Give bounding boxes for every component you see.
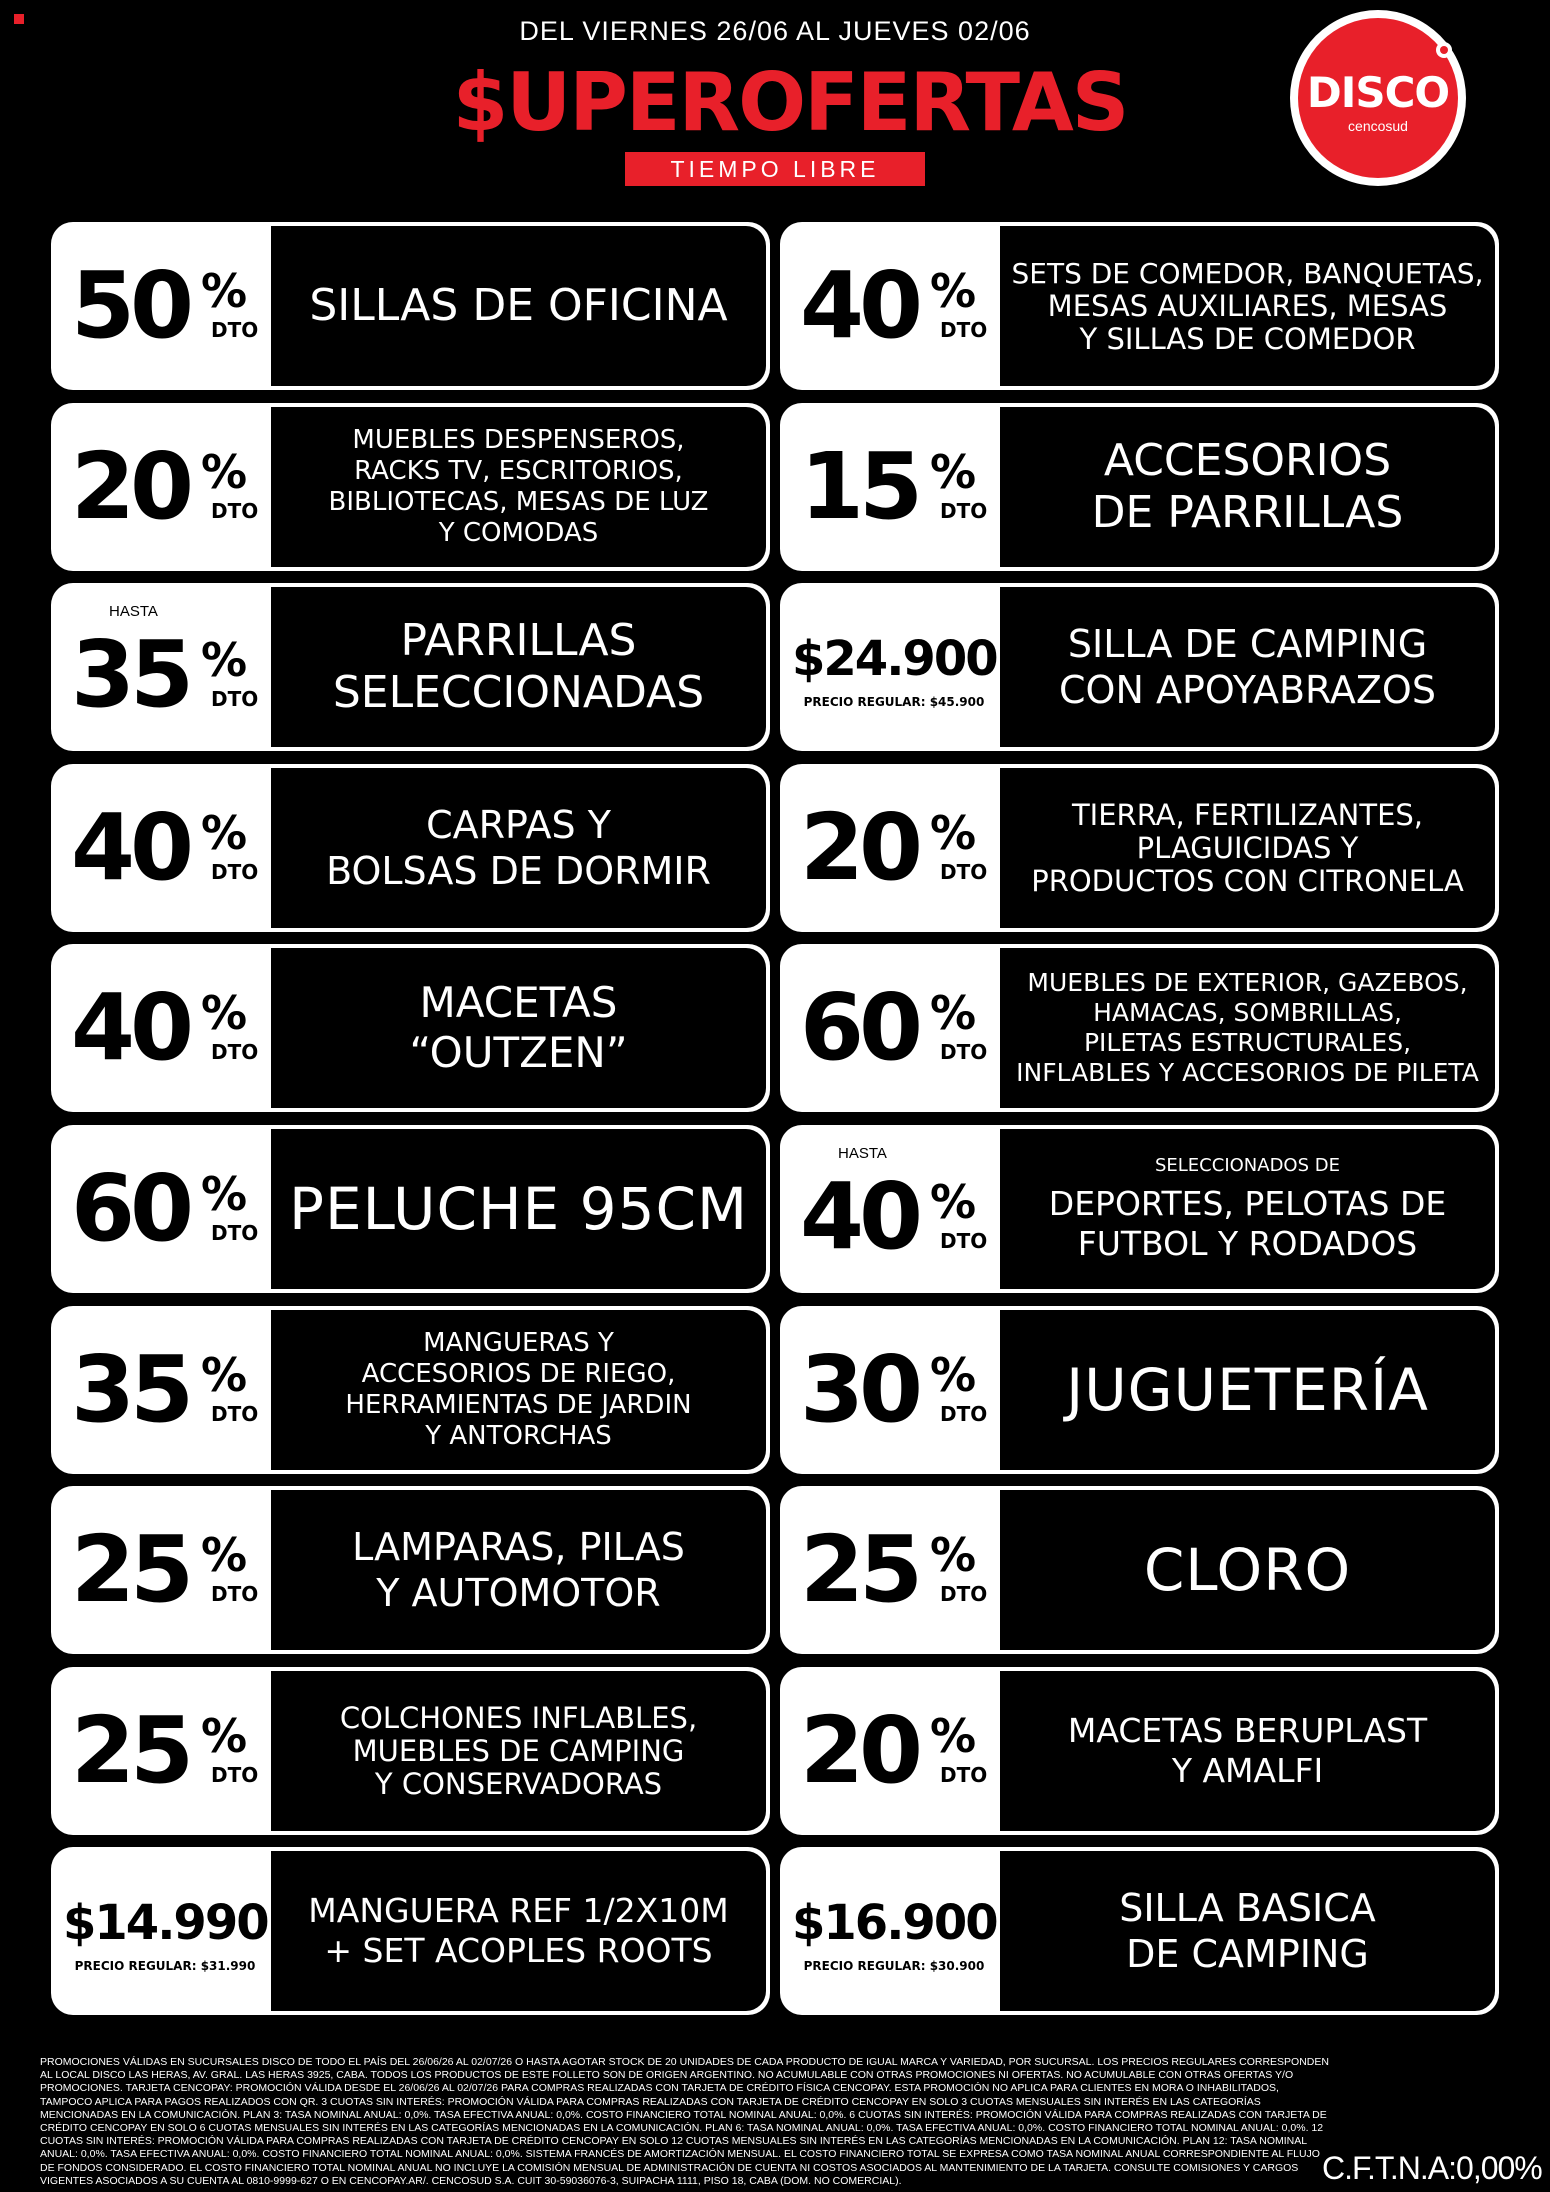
discount-value: 30 <box>800 1336 919 1443</box>
discount-badge <box>780 1486 1000 1654</box>
legal-text: PROMOCIONES VÁLIDAS EN SUCURSALES DISCO DE TODO EL PAÍS DEL 26/06/26 AL 02/07/26 O HASTA AGOTAR STOCK DE 20 UNIDADES DE CADA PRODUCTO DE IGUAL MARCA Y VARIEDAD, POR SUCURSAL. LOS PRECIOS REGULARES CORRESPONDEN AL LOCAL DISCO LAS HERAS, AV. GRAL. LAS HERAS 3925, CABA. TODOS LOS PRODUCTOS DE ESTE FOLLETO SON DE ORIGEN ARGENTINO. NO ACUMULABLE CON OTRAS PROMOCIONES NI OFERTAS. NO ACUMULABLE CON OTRAS OFERTAS Y/O PROMOCIONES. TARJETA CENCOPAY: PROMOCIÓN VÁLIDA DESDE EL 26/06/26 AL 02/07/26 PARA COMPRAS REALIZADAS CON TARJETA DE CRÉDITO FÍSICA CENCOPAY. ESTA PROMOCIÓN NO APLICA PARA CLIENTES EN MORA O INHABILITADOS, TAMPOCO APLICA PARA PAGOS REALIZADOS CON QR. 3 CUOTAS SIN INTERÉS: PROMOCIÓN VÁLIDA PARA COMPRAS REALIZADAS CON TARJETA DE CRÉDITO CENCOPAY EN SOLO 3 CUOTAS MENSUALES SIN INTERÉS EN LAS CATEGORÍAS MENCIONADAS EN LA COMUNICACIÓN. PLAN 3: TASA NOMINAL ANUAL: 0,0%. TASA EFECTIVA ANUAL: 0,0%. COSTO FINANCIERO TOTAL NOMINAL ANUAL: 0,0%. 6 CUOTAS SIN INTERÉS: PROMOCIÓN VÁLIDA PARA COMPRAS REALIZADAS CON TARJETA DE CRÉDITO CENCOPAY EN SOLO 6 CUOTAS MENSUALES SIN INTERÉS EN LAS CATEGORÍAS MENCIONADAS EN LA COMUNICACIÓN. PLAN 6: TASA NOMINAL ANUAL: 0,0%. TASA EFECTIVA ANUAL: 0,0%. COSTO FINANCIERO TOTAL NOMINAL ANUAL: 0,0%. 12 CUOTAS SIN INTERÉS: PROMOCIÓN VÁLIDA PARA COMPRAS REALIZADAS CON TARJETA DE CRÉDITO CENCOPAY EN SOLO 12 CUOTAS MENSUALES SIN INTERÉS EN LAS CATEGORÍAS MENCIONADAS EN LA COMUNICACIÓN. PLAN 12: TASA NOMINAL ANUAL: 0,0%. TASA EFECTIVA ANUAL: 0,0%. COSTO FINANCIERO TOTAL NOMINAL ANUAL: 0,0%. SISTEMA FRANCÉS DE AMORTIZACIÓN MENSUAL. EL COSTO FINANCIERO TOTAL SE EXPRESA COMO TASA NOMINAL ANUAL CORRESPONDIENTE AL FLUJO DE FONDOS CONSIDERADO. EL COSTO FINANCIERO TOTAL NOMINAL ANUAL NO INCLUYE LA COMISIÓN MENSUAL DE ADMINISTRACIÓN DE CUENTA NI COSTOS ASOCIADOS AL MANTENIMIENTO DE LA TARJETA. CONSULTE COMISIONES Y CARGOS VIGENTES ASOCIADOS A SU CUENTA AL 0810-9999-627 O EN CENCOPAY.AR/. CENCOSUD S.A. CUIT 30-59036076-3, SUIPACHA 1111, PISO 18, CABA (DOM. NO COMERCIAL). <box>40 2056 1329 2187</box>
description-line: MACETAS <box>419 978 618 1027</box>
description-line: DE CAMPING <box>1126 1932 1369 1976</box>
offer-price: $24.900 <box>792 631 997 687</box>
dto-label: DTO <box>211 1221 259 1245</box>
offer-description <box>1000 1671 1495 1831</box>
discount-badge <box>51 764 271 932</box>
offer-description-panel <box>1000 768 1495 928</box>
discount-value: 40 <box>71 974 190 1081</box>
offer-description-panel <box>1000 1310 1495 1470</box>
offer-description-panel <box>271 1490 766 1650</box>
discount-badge <box>51 1125 271 1293</box>
description-line: BIBLIOTECAS, MESAS DE LUZ <box>328 487 709 517</box>
discount-badge <box>780 1125 1000 1293</box>
discount-badge <box>51 1667 271 1835</box>
description-line: DEPORTES, PELOTAS DE <box>1048 1183 1447 1223</box>
offer-description-panel <box>1000 587 1495 747</box>
discount-value: 25 <box>71 1697 190 1804</box>
date-range: DEL VIERNES 26/06 AL JUEVES 02/06 <box>519 16 1031 46</box>
description-line: HAMACAS, SOMBRILLAS, <box>1093 998 1402 1027</box>
regular-price: PRECIO REGULAR: $45.900 <box>803 695 985 709</box>
discount-value: 40 <box>71 794 190 901</box>
description-line: LAMPARAS, PILAS <box>352 1525 685 1569</box>
dto-label: DTO <box>940 1229 988 1253</box>
percent-sign: % <box>201 806 248 860</box>
hasta-label: HASTA <box>109 603 158 620</box>
discount-value: 40 <box>800 252 919 359</box>
offer-description <box>271 768 766 928</box>
discount-badge <box>51 222 271 390</box>
offer-card <box>780 1486 1499 1654</box>
page-title: $UPEROFERTAS <box>452 56 1128 149</box>
description-line: MUEBLES DE EXTERIOR, GAZEBOS, <box>1027 968 1468 997</box>
percent-sign: % <box>930 986 977 1040</box>
offer-card <box>51 1667 770 1835</box>
offer-description <box>1000 226 1495 386</box>
dto-label: DTO <box>211 687 259 711</box>
regular-price: PRECIO REGULAR: $31.990 <box>74 1959 256 1973</box>
description-line: MUEBLES DESPENSEROS, <box>352 425 685 455</box>
dto-label: DTO <box>211 1582 259 1606</box>
description-line: MUEBLES DE CAMPING <box>352 1733 685 1768</box>
offer-description <box>271 407 766 567</box>
logo-dot-icon <box>1436 42 1452 58</box>
hasta-label: HASTA <box>838 1145 887 1162</box>
offer-description <box>1000 1310 1495 1470</box>
discount-value: 15 <box>800 433 919 540</box>
description-line: PARRILLAS <box>400 615 637 666</box>
description-line: Y ANTORCHAS <box>425 1421 612 1451</box>
offer-card <box>780 222 1499 390</box>
dto-label: DTO <box>211 1402 259 1426</box>
description-line: PELUCHE 95CM <box>288 1175 749 1243</box>
offer-card <box>780 583 1499 751</box>
offer-card <box>780 944 1499 1112</box>
price-badge <box>780 583 1000 751</box>
offer-description <box>1000 587 1495 747</box>
offer-description <box>271 948 766 1108</box>
percent-sign: % <box>930 1528 977 1582</box>
description-line: TIERRA, FERTILIZANTES, <box>1071 797 1424 832</box>
dto-label: DTO <box>940 1040 988 1064</box>
description-line: Y COMODAS <box>438 518 599 548</box>
percent-sign: % <box>930 445 977 499</box>
discount-badge <box>51 1486 271 1654</box>
description-line: CARPAS Y <box>426 803 611 847</box>
offer-description <box>271 1671 766 1831</box>
offer-card <box>51 403 770 571</box>
dto-label: DTO <box>940 318 988 342</box>
offer-card <box>51 1306 770 1474</box>
offer-description <box>271 1310 766 1470</box>
offer-description <box>1000 948 1495 1108</box>
offer-description <box>1000 768 1495 928</box>
dto-label: DTO <box>211 499 259 523</box>
offer-description-panel <box>271 1851 766 2011</box>
offer-description <box>1000 407 1495 567</box>
discount-value: 60 <box>800 974 919 1081</box>
offer-description <box>1000 1129 1495 1289</box>
description-prefix: SELECCIONADOS DE <box>1154 1154 1340 1176</box>
description-line: CLORO <box>1143 1536 1352 1604</box>
disco-logo <box>1290 10 1466 186</box>
offer-card <box>780 403 1499 571</box>
percent-sign: % <box>930 1175 977 1229</box>
offer-description-panel <box>1000 1671 1495 1831</box>
subtitle-banner: TIEMPO LIBRE <box>625 152 925 186</box>
description-line: Y AUTOMOTOR <box>376 1571 661 1615</box>
description-line: FUTBOL Y RODADOS <box>1077 1223 1418 1263</box>
offer-card <box>780 1125 1499 1293</box>
price-badge <box>780 1847 1000 2015</box>
description-line: Y CONSERVADORAS <box>374 1766 663 1801</box>
discount-badge <box>51 403 271 571</box>
percent-sign: % <box>201 1709 248 1763</box>
offer-description <box>271 1851 766 2011</box>
offer-description <box>271 587 766 747</box>
offer-description <box>271 1490 766 1650</box>
percent-sign: % <box>930 264 977 318</box>
offer-card <box>51 764 770 932</box>
description-line: SILLAS DE OFICINA <box>309 280 728 331</box>
offer-card <box>51 583 770 751</box>
discount-badge <box>780 1306 1000 1474</box>
dto-label: DTO <box>211 1040 259 1064</box>
percent-sign: % <box>201 1167 248 1221</box>
discount-badge <box>780 222 1000 390</box>
offer-description-panel <box>1000 948 1495 1108</box>
offer-description <box>271 1129 766 1289</box>
offer-description-panel <box>271 768 766 928</box>
discount-value: 35 <box>71 621 190 728</box>
percent-sign: % <box>930 1709 977 1763</box>
regular-price: PRECIO REGULAR: $30.900 <box>803 1959 985 1973</box>
offer-description <box>1000 1851 1495 2011</box>
offer-card <box>780 1306 1499 1474</box>
dto-label: DTO <box>211 860 259 884</box>
offer-card <box>780 1847 1499 2015</box>
percent-sign: % <box>201 1348 248 1402</box>
description-line: MANGUERAS Y <box>423 1328 614 1358</box>
offer-description-panel <box>1000 226 1495 386</box>
dto-label: DTO <box>940 499 988 523</box>
description-line: MACETAS BERUPLAST <box>1067 1711 1428 1750</box>
description-line: SILLA DE CAMPING <box>1067 622 1428 666</box>
discount-badge <box>51 583 271 751</box>
offer-description-panel <box>271 1310 766 1470</box>
description-line: BOLSAS DE DORMIR <box>326 849 711 893</box>
description-line: PLAGUICIDAS Y <box>1136 830 1359 865</box>
description-line: JUGUETERÍA <box>1066 1356 1429 1424</box>
discount-badge <box>51 944 271 1112</box>
description-line: + SET ACOPLES ROOTS <box>324 1931 713 1970</box>
description-line: Y SILLAS DE COMEDOR <box>1079 321 1416 356</box>
dto-label: DTO <box>211 1763 259 1787</box>
offer-description-panel <box>271 226 766 386</box>
dto-label: DTO <box>940 1763 988 1787</box>
description-line: DE PARRILLAS <box>1091 487 1404 538</box>
logo-name: DISCO <box>1306 68 1450 117</box>
offer-price: $14.990 <box>63 1895 268 1951</box>
description-line: HERRAMIENTAS DE JARDIN <box>345 1390 692 1420</box>
description-line: SELECCIONADAS <box>332 667 705 718</box>
description-line: PRODUCTOS CON CITRONELA <box>1031 863 1464 898</box>
dto-label: DTO <box>940 1582 988 1606</box>
description-line: MANGUERA REF 1/2X10M <box>308 1891 729 1930</box>
discount-value: 25 <box>800 1516 919 1623</box>
offer-description-panel <box>1000 1129 1495 1289</box>
discount-value: 20 <box>800 794 919 901</box>
description-line: “OUTZEN” <box>409 1028 628 1077</box>
offer-description <box>271 226 766 386</box>
percent-sign: % <box>201 264 248 318</box>
offer-card <box>51 1125 770 1293</box>
discount-badge <box>780 1667 1000 1835</box>
description-line: INFLABLES Y ACCESORIOS DE PILETA <box>1016 1058 1479 1087</box>
description-line: SILLA BASICA <box>1119 1886 1376 1930</box>
description-line: SETS DE COMEDOR, BANQUETAS, <box>1011 256 1484 290</box>
offer-description-panel <box>271 948 766 1108</box>
discount-value: 60 <box>71 1155 190 1262</box>
discount-value: 20 <box>800 1697 919 1804</box>
percent-sign: % <box>201 986 248 1040</box>
discount-value: 35 <box>71 1336 190 1443</box>
offer-description-panel <box>271 1671 766 1831</box>
dto-label: DTO <box>940 860 988 884</box>
offer-card <box>780 764 1499 932</box>
description-line: ACCESORIOS DE RIEGO, <box>361 1359 676 1389</box>
offer-card <box>51 1847 770 2015</box>
price-badge <box>51 1847 271 2015</box>
offer-description <box>1000 1490 1495 1650</box>
discount-value: 25 <box>71 1516 190 1623</box>
offer-description-panel <box>271 1129 766 1289</box>
offer-card <box>51 222 770 390</box>
percent-sign: % <box>201 1528 248 1582</box>
discount-badge <box>51 1306 271 1474</box>
description-line: CON APOYABRAZOS <box>1059 668 1436 712</box>
discount-value: 40 <box>800 1163 919 1270</box>
discount-value: 20 <box>71 433 190 540</box>
percent-sign: % <box>930 806 977 860</box>
offer-card <box>780 1667 1499 1835</box>
offer-price: $16.900 <box>792 1895 997 1951</box>
description-line: Y AMALFI <box>1171 1751 1324 1790</box>
discount-badge <box>780 403 1000 571</box>
description-line: PILETAS ESTRUCTURALES, <box>1083 1028 1412 1057</box>
description-line: ACCESORIOS <box>1103 435 1392 486</box>
discount-badge <box>780 944 1000 1112</box>
offer-description-panel <box>271 587 766 747</box>
logo-sub: cencosud <box>1348 118 1408 134</box>
percent-sign: % <box>201 445 248 499</box>
discount-badge <box>780 764 1000 932</box>
offer-description-panel <box>1000 1490 1495 1650</box>
dto-label: DTO <box>940 1402 988 1426</box>
offer-card <box>51 1486 770 1654</box>
discount-value: 50 <box>71 252 190 359</box>
description-line: MESAS AUXILIARES, MESAS <box>1047 288 1448 323</box>
description-line: COLCHONES INFLABLES, <box>339 1700 698 1735</box>
dto-label: DTO <box>211 318 259 342</box>
offer-description-panel <box>1000 407 1495 567</box>
description-line: RACKS TV, ESCRITORIOS, <box>354 456 683 486</box>
offer-card <box>51 944 770 1112</box>
cft-rate: C.F.T.N.A:0,00% <box>1322 2150 1542 2186</box>
offer-description-panel <box>271 407 766 567</box>
offer-description-panel <box>1000 1851 1495 2011</box>
percent-sign: % <box>930 1348 977 1402</box>
percent-sign: % <box>201 633 248 687</box>
